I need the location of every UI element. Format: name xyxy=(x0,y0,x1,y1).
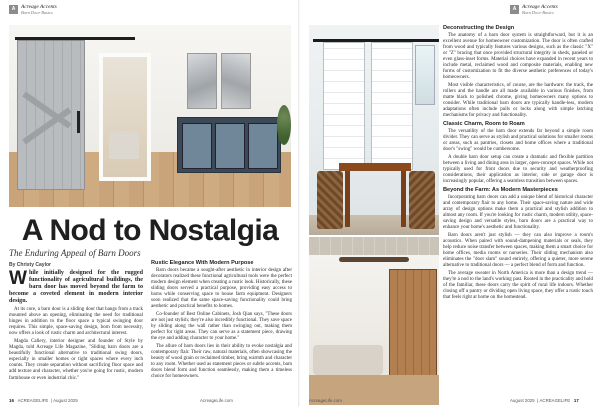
gray-barn-door xyxy=(17,40,85,190)
body-paragraph: Barn doors aren't just stylish — they can also improve a room's acoustics. When paired with sound-dampening materials or seals, they help reduce noise transfer between spaces, making them a smart choice for home offices, media rooms or nurseries. Their sliding mechanism also eliminates the "door slam" sound entirely, offering a quieter, more serene alternative to traditional doors — a perfect blend of form and function. xyxy=(443,233,593,269)
section-tab-icon: A xyxy=(510,5,519,14)
article-column-3 xyxy=(443,25,593,303)
article-subtitle: The Enduring Appeal of Barn Doors xyxy=(9,248,141,258)
hero-photo-barn-door-hallway xyxy=(9,25,291,207)
photo-dining-barn-doors xyxy=(309,25,439,405)
ceiling-fan xyxy=(339,257,409,262)
wood-barn-door xyxy=(389,269,437,387)
body-paragraph: The allure of barn doors lies in their ability to evoke nostalgia and contemporary flair. Their raw, natural materials, often showcasing the beauty of wood grain or reclaimed timber, bring warmth and character to any room. Whether used as statement pieces or subtle accents, barn doors blend form and function seamlessly, making them a timeless choice for homeowners. xyxy=(151,343,292,380)
publication-name: ACREAGELIFE xyxy=(17,398,49,403)
potted-plant xyxy=(277,105,291,145)
section-heading: Rustic Elegance With Modern Purpose xyxy=(151,260,254,266)
website-url: AcreageLife.com xyxy=(309,398,342,403)
body-paragraph: Incorporating barn doors can add a unique blend of historical character and contemporary flair to any home. Their space-saving nature and wide array of design options make them a practical and stylish addition to almost any room. If you're looking for rustic charm, modern utility, space-saving design and versatile styles, barn doors are a practical way to enhance your home's aesthetic and functionality. xyxy=(443,194,593,231)
footer-left-site xyxy=(200,398,233,403)
right-page xyxy=(300,0,600,407)
section-heading: Beyond the Farm: As Modern Masterpieces xyxy=(443,187,558,194)
body-paragraph: The average sweater in North America is more than a design trend — they're a nod to the land's working past. Rooted in the practicality and hold of the familiar, these doors carry the spirit of rural life indoors. Whether closing off a pantry or dividing open living space, they offer a rustic touch that feels right at home on the homestead. xyxy=(443,271,593,301)
section-subtitle: Barn Door Basics xyxy=(21,9,53,15)
sofa xyxy=(313,345,383,375)
page-number: 16 xyxy=(9,398,14,403)
article-column-1 xyxy=(9,270,143,383)
publication-name: ACREAGELIFE xyxy=(539,398,571,403)
white-barn-door-left xyxy=(323,42,365,170)
section-heading: Classic Charm, Room to Roam xyxy=(443,121,525,128)
wall-art-panel-1 xyxy=(187,53,217,109)
issue-date: August 2025 xyxy=(510,398,535,403)
wood-table-top xyxy=(339,163,411,171)
page-number: 17 xyxy=(573,398,579,403)
body-paragraph: A double barn door setup can create a dramatic and flexible partition between a living and dining area in larger, open-concept spaces. While not typically used for front doors due to security and weatherproofing considerations, their application as interior, side or garage door is increasingly popular, offering a seamless transition between spaces. xyxy=(443,154,593,185)
article-column-2 xyxy=(151,258,292,382)
lead-paragraph: W hile initially designed for the rugged functionality of agricultural buildings, the barn door has moved beyond the farm to become a coveted element in modern interior design. xyxy=(9,268,143,304)
section-name: Acreage Accents xyxy=(21,4,57,10)
website-url: AcreageLife.com xyxy=(200,398,233,403)
wicker-stool-left xyxy=(317,171,343,229)
wall-art-panel-2 xyxy=(221,53,251,109)
body-paragraph: Most visible characteristics, of course, are the hardware: the track, the rollers and the handle are all made available in various finishes, from matte black to polished chrome, giving homeowners many options to consider. While traditional barn doors are typically handle-less, modern adaptations often include pulls or locks along with simple latching mechanisms for privacy and functionality. xyxy=(443,82,593,119)
armchair xyxy=(109,131,139,159)
body-paragraph: Co-founder of Best Online Cabinets, Josh Qian says, "These doors are not just stylish; they're also incredibly functional. They save space by sliding along the wall rather than swinging out, making them perfect for tight areas. They can serve as a statement piece, drawing the eye and adding character to your home." xyxy=(151,311,292,342)
footer-right-site xyxy=(309,398,342,403)
white-barn-door-right xyxy=(371,42,413,170)
footer-right: August 2025 | ACREAGELIFE 17 xyxy=(510,398,579,403)
window xyxy=(415,45,435,105)
glass-cabinet xyxy=(177,117,281,173)
issue-date: August 2025 xyxy=(53,398,78,403)
section-header xyxy=(510,5,558,15)
door-handle xyxy=(77,111,80,133)
drop-cap: W xyxy=(9,268,27,289)
article-byline: By Christy Caylor xyxy=(9,262,51,268)
section-subtitle: Barn Door Basics xyxy=(522,9,554,15)
section-tab-icon: A xyxy=(9,5,18,14)
body-paragraph: The versatility of the barn door extends far beyond a simple room divider. They can serve as stylish and practical solutions for smaller rooms or areas, such as pantries, closets and home offices where a traditional door's "swing" would be cumbersome. xyxy=(443,129,593,153)
body-paragraph: Barn doors became a sought-after aesthetic in interior design after decorators realized these functional agricultural tools were the perfect modern design element when creating a rustic look. Historically, these sliding doors served a practical purpose, providing easy access to barns while conserving space to house farm equipment. Designers soon realized that the same space-saving functionality could bring aesthetic and practical benefits to homes. xyxy=(151,267,292,310)
article-title: A Nod to Nostalgia xyxy=(21,214,279,247)
wicker-stool-right xyxy=(409,171,435,229)
body-paragraph: The anatomy of a barn door system is straightforward, but it is an excellent avenue for homeowner customization. The door is often crafted from wood and typically features various designs, such as the classic "X" or "Z" bracing that once provided structural integrity in sheds, paneled or even glass-inset forms. Material choices have expanded in recent years to include metal, reclaimed wood and composite materials, enabling new forms of customization to fit the diverse aesthetic preferences of today's homeowners. xyxy=(443,32,593,81)
footer-left: 16 ACREAGELIFE | August 2025 xyxy=(9,398,78,403)
body-paragraph: Magda Callery, interior designer and founder of Style by Magda, told Acreage Life Magazine, "Sliding barn doors are a beautifully functional alternative to traditional swing doors, especially in smaller homes or tight spaces where every inch counts. They create separation without sacrificing floor space and add texture and character, whether you're going for rustic, modern farmhouse or even industrial chic." xyxy=(9,338,143,381)
body-paragraph: At its core, a barn door is a sliding door that hangs from a track mounted above an opening, eliminating the need for traditional hinges in addition to the floor space a typical swinging door requires. This simple, space-saving design, born from necessity, now offers a look of rustic charm and architectural interest. xyxy=(9,307,143,337)
wood-ceiling xyxy=(309,237,439,255)
section-heading: Deconstructing the Design xyxy=(443,25,515,31)
open-doorway xyxy=(99,53,151,181)
section-header xyxy=(9,5,57,15)
section-name: Acreage Accents xyxy=(522,4,558,10)
